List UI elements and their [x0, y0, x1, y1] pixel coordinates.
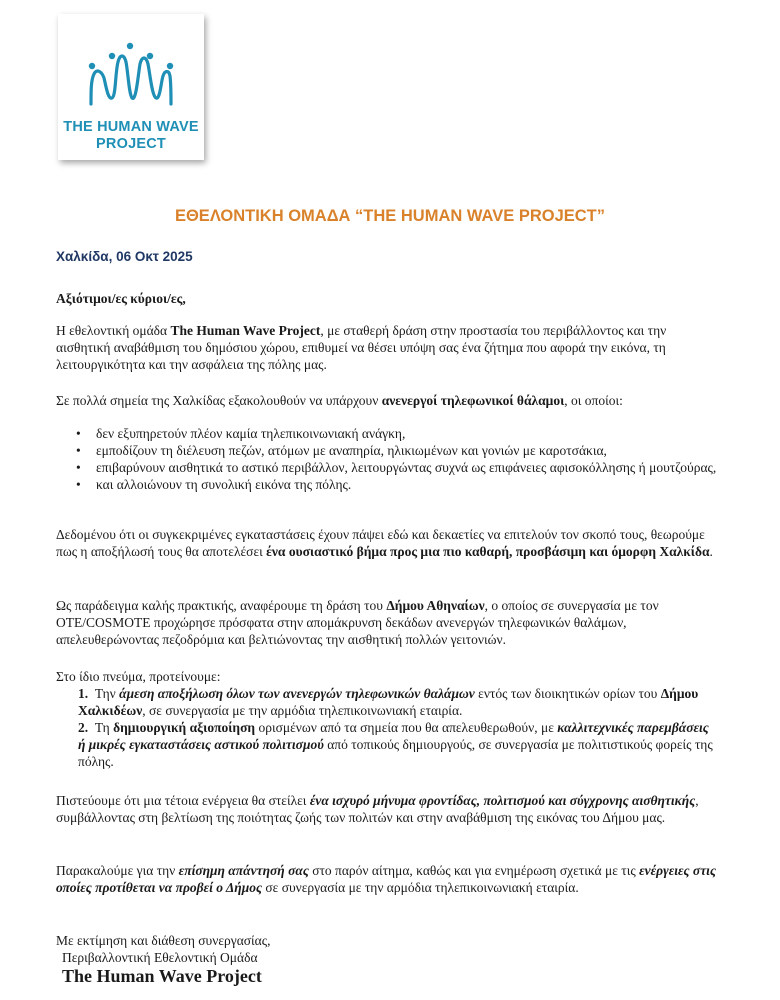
issue-list	[56, 425, 718, 493]
proposal-item-1: 1. Την άμεση αποξήλωση όλων των ανενεργών τηλεφωνικών θαλάμων εντός των διοικητικών ορίων του Δήμου Χαλκιδέων, σε συνεργασία με την αρμόδια τηλεπικοινωνιακή εταιρία.	[78, 686, 699, 718]
paragraph-message: Πιστεύουμε ότι μια τέτοια ενέργεια θα στείλει ένα ισχυρό μήνυμα φροντίδας, πολιτισμού και σύγχρονης αισθητικής, συμβάλλοντας στη βελτίωση της ποιότητας ζωής των πολιτών και στην αναβάθμιση της εικόνας του Δήμου μας.	[56, 793, 699, 825]
list-item: • δεν εξυπηρετούν πλέον καμία τηλεπικοινωνιακή ανάγκη,	[56, 425, 718, 442]
logo-text-line2: PROJECT	[96, 136, 166, 152]
paragraph-example: Ως παράδειγμα καλής πρακτικής, αναφέρουμε τη δράση του Δήμου Αθηναίων, ο οποίος σε συνεργασία με τον ΟΤΕ/COSMOTE προχώρησε πρόσφατα στην απομάκρυνση δεκάδων ανενεργών τηλεφωνικών θαλάμων, απελευθερώνοντας πεζοδρόμια και βελτιώνοντας την αισθητική πολλών γειτονιών.	[56, 598, 659, 647]
logo	[58, 14, 204, 160]
list-item: • και αλλοιώνουν τη συνολική εικόνα της πόλης.	[56, 476, 718, 493]
list-item: • επιβαρύνουν αισθητικά το αστικό περιβάλλον, λειτουργώντας συχνά ως επιφάνειες αφισοκόλλησης ή μουτζούρας,	[56, 459, 718, 476]
signature: The Human Wave Project	[62, 966, 262, 986]
closing-organization: Περιβαλλοντική Εθελοντική Ομάδα	[62, 950, 258, 965]
closing-line: Με εκτίμηση και διάθεση συνεργασίας,	[56, 933, 271, 948]
proposal-item-2: 2. Τη δημιουργική αξιοποίηση ορισμένων από τα σημεία που θα απελευθερωθούν, με καλλιτεχνικές παρεμβάσεις ή μικρές εγκαταστάσεις αστικού πολιτισμού από τοπικούς δημιουργούς, σε συνεργασία με πολιτιστικούς φορείς της πόλης.	[78, 720, 713, 769]
document-heading: ΕΘΕΛΟΝΤΙΚΗ ΟΜΑΔΑ “THE HUMAN WAVE PROJECT”	[174, 207, 606, 225]
paragraph-issue: Σε πολλά σημεία της Χαλκίδας εξακολουθούν να υπάρχουν ανενεργοί τηλεφωνικοί θάλαμοι, οι οποίοι:	[56, 393, 623, 408]
paragraph-rationale: Δεδομένου ότι οι συγκεκριμένες εγκαταστάσεις έχουν πάψει εδώ και δεκαετίες να επιτελούν τον σκοπό τους, θεωρούμε πως η αποξήλωσή τους θα αποτελέσει ένα ουσιαστικό βήμα προς μια πιο καθαρή, προσβάσιμη και όμορφη Χαλκίδα.	[56, 527, 713, 559]
proposals-intro: Στο ίδιο πνεύμα, προτείνουμε:	[56, 669, 221, 684]
paragraph-request: Παρακαλούμε για την επίσημη απάντησή σας στο παρόν αίτημα, καθώς και για ενημέρωση σχετικά με τις ενέργειες στις οποίες προτίθεται να προβεί ο Δήμος σε συνεργασία με την αρμόδια τηλεπικοινωνιακή εταιρία.	[56, 863, 716, 895]
paragraph-proposals	[56, 668, 718, 770]
paragraph-intro: Η εθελοντική ομάδα The Human Wave Project, με σταθερή δράση στην προστασία του περιβάλλοντος και την αισθητική αναβάθμιση του δημόσιου χώρου, επιθυμεί να θέσει υπόψη σας ένα ζήτημα που αφορά την εικόνα, τη λειτουργικότητα και την ασφάλεια της πόλης μας.	[56, 323, 667, 372]
salutation: Αξιότιμοι/ες κύριοι/ες,	[56, 291, 186, 306]
list-item: • εμποδίζουν τη διέλευση πεζών, ατόμων με αναπηρία, ηλικιωμένων και γονιών με καροτσάκια,	[56, 442, 718, 459]
letter-date: Χαλκίδα, 06 Οκτ 2025	[56, 249, 193, 264]
logo-text-line1: THE HUMAN WAVE	[63, 119, 199, 135]
